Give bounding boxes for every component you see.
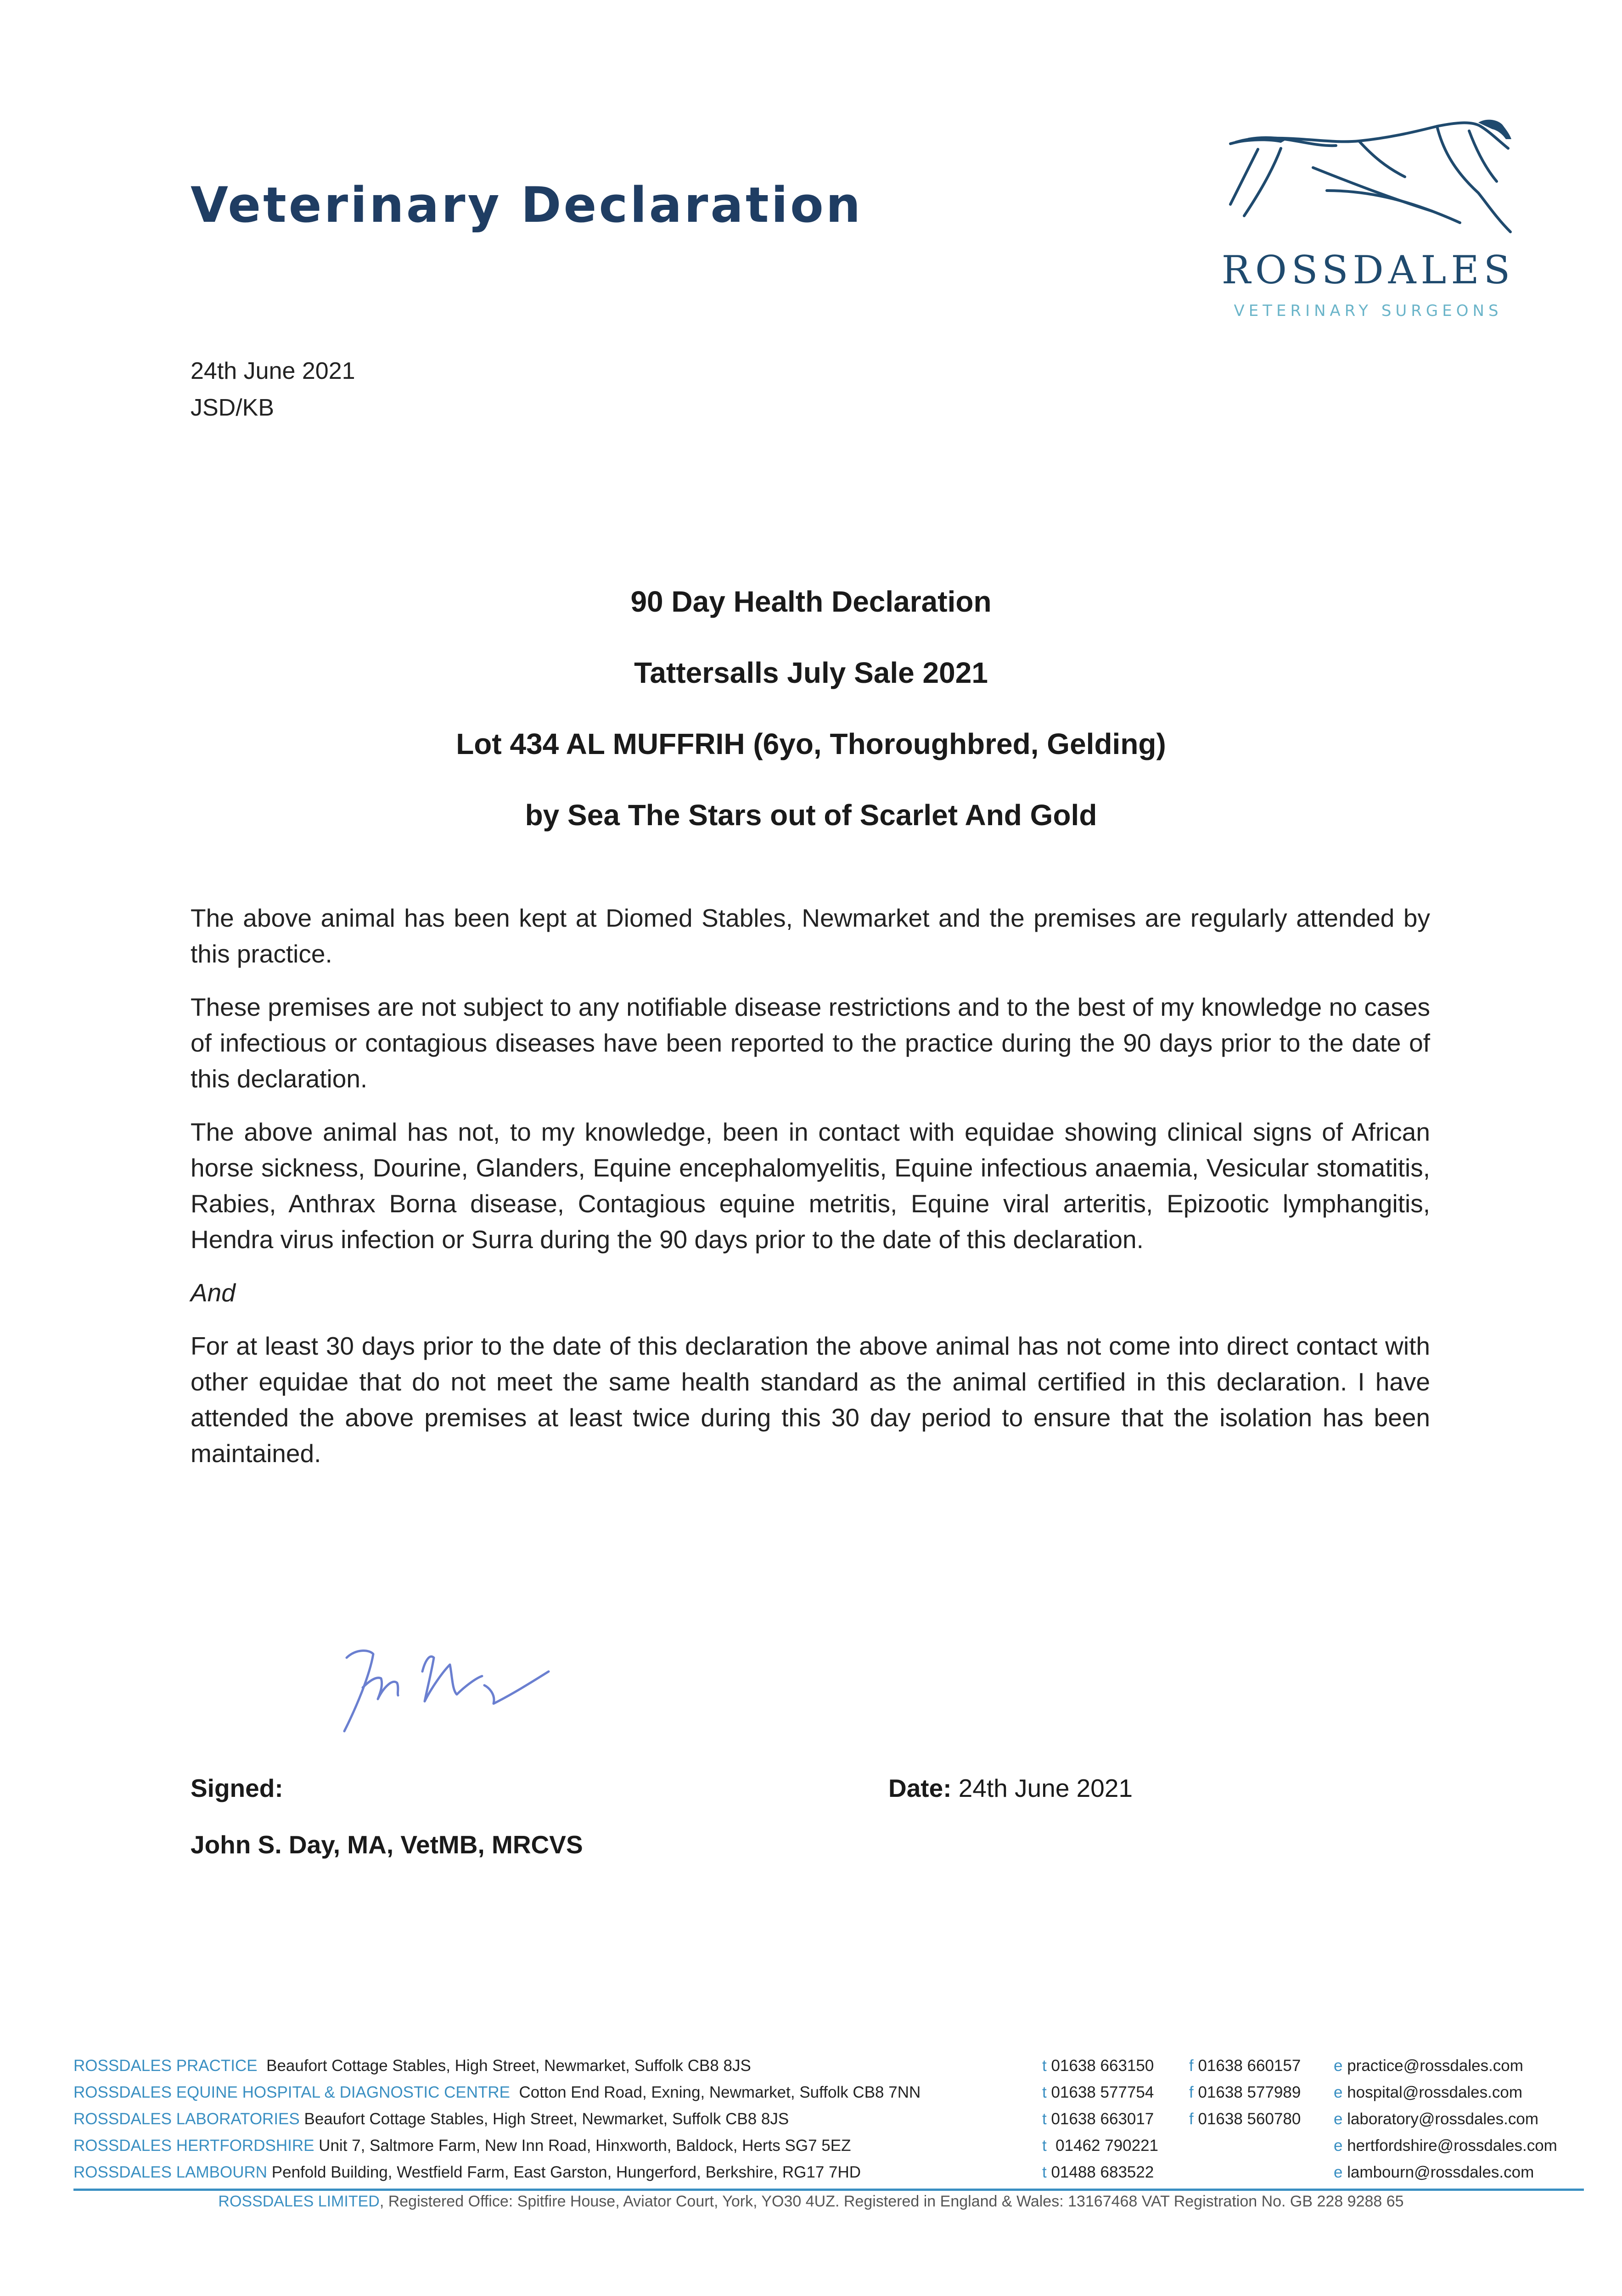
page-title: Veterinary Declaration bbox=[191, 177, 863, 233]
footer-email[interactable]: practice@rossdales.com bbox=[1342, 2057, 1523, 2075]
footer-row: ROSSDALES LABORATORIES Beaufort Cottage Stables, High Street, Newmarket, Suffolk CB8 8JS t 01638 663017 f 01638 560780 e laboratory@rossdales.com bbox=[73, 2110, 1538, 2128]
footer-phone: 01462 790221 bbox=[1046, 2137, 1159, 2155]
footer-branch-name: ROSSDALES LAMBOURN bbox=[73, 2163, 268, 2181]
footer-email[interactable]: laboratory@rossdales.com bbox=[1342, 2110, 1538, 2128]
footer-contacts bbox=[73, 2053, 1584, 2186]
footer-registration bbox=[0, 2193, 1622, 2211]
footer-address: Beaufort Cottage Stables, High Street, Newmarket, Suffolk CB8 8JS bbox=[257, 2057, 751, 2075]
horse-logo-icon bbox=[1221, 113, 1515, 250]
paragraph-and: And bbox=[191, 1278, 236, 1307]
footer-fax: 01638 560780 bbox=[1193, 2110, 1301, 2128]
footer-row: ROSSDALES EQUINE HOSPITAL & DIAGNOSTIC CENTRE Cotton End Road, Exning, Newmarket, Suffolk CB8 7NN t 01638 577754 f 01638 577989 e hospital@rossdales.com bbox=[73, 2083, 1522, 2101]
footer-row: ROSSDALES PRACTICE Beaufort Cottage Stables, High Street, Newmarket, Suffolk CB8 8JS t 01638 663150 f 01638 660157 e practice@rossdales.com bbox=[73, 2057, 1523, 2075]
paragraph-premises: The above animal has been kept at Diomed Stables, Newmarket and the premises are regularly attended by this practice. bbox=[191, 904, 1430, 968]
heading-sale: Tattersalls July Sale 2021 bbox=[634, 656, 988, 689]
date-value: 24th June 2021 bbox=[951, 1774, 1133, 1802]
footer-phone: 01638 577754 bbox=[1046, 2083, 1154, 2101]
footer-divider bbox=[73, 2189, 1584, 2191]
declaration-body bbox=[191, 900, 1430, 1489]
footer-row: ROSSDALES HERTFORDSHIRE Unit 7, Saltmore Farm, New Inn Road, Hinxworth, Baldock, Herts SG7 5EZ t 01462 790221 e hertfordshire@rossdales.com bbox=[73, 2137, 1557, 2155]
signed-label: Signed: bbox=[191, 1774, 283, 1802]
paragraph-contact: The above animal has not, to my knowledge, been in contact with equidae showing clinical signs of African horse sickness, Dourine, Glanders, Equine encephalomyelitis, Equine infectious anaemia, Vesicular stomatitis, Rabies, Anthrax Borna disease, Contagious equine metritis, Equine viral arteritis, Epizootic lymphangitis, Hendra virus infection or Surra during the 90 days prior to the date of this declaration. bbox=[191, 1118, 1430, 1254]
footer-fax: 01638 660157 bbox=[1193, 2057, 1301, 2075]
signatory-name: John S. Day, MA, VetMB, MRCVS bbox=[191, 1830, 583, 1859]
footer-fax: 01638 577989 bbox=[1193, 2083, 1301, 2101]
footer-address: Penfold Building, Westfield Farm, East Garston, Hungerford, Berkshire, RG17 7HD bbox=[267, 2163, 861, 2181]
registration-details: , Registered Office: Spitfire House, Aviator Court, York, YO30 4UZ. Registered in England & Wales: 13167468 VAT Registration No. GB 228 9288 65 bbox=[379, 2193, 1404, 2210]
logo-wordmark: ROSSDALES bbox=[1221, 248, 1515, 293]
signoff-date bbox=[888, 1773, 1133, 1803]
heading-declaration-type: 90 Day Health Declaration bbox=[630, 585, 992, 618]
footer-email[interactable]: lambourn@rossdales.com bbox=[1342, 2163, 1534, 2181]
footer-row: ROSSDALES LAMBOURN Penfold Building, Westfield Farm, East Garston, Hungerford, Berkshire, RG17 7HD t 01488 683522 e lambourn@rossdales.com bbox=[73, 2163, 1534, 2181]
footer-branch-name: ROSSDALES HERTFORDSHIRE bbox=[73, 2137, 314, 2155]
heading-lot: Lot 434 AL MUFFRIH (6yo, Thoroughbred, Gelding) bbox=[456, 727, 1166, 760]
rossdales-logo bbox=[1221, 113, 1515, 320]
date-label: Date: bbox=[888, 1774, 952, 1802]
footer-branch-name: ROSSDALES LABORATORIES bbox=[73, 2110, 300, 2128]
footer-address: Unit 7, Saltmore Farm, New Inn Road, Hinxworth, Baldock, Herts SG7 5EZ bbox=[314, 2137, 851, 2155]
footer-phone: 01638 663150 bbox=[1046, 2057, 1154, 2075]
signature-graphic bbox=[337, 1644, 558, 1740]
footer-address: Cotton End Road, Exning, Newmarket, Suffolk CB8 7NN bbox=[510, 2083, 921, 2101]
company-name: ROSSDALES LIMITED bbox=[218, 2193, 380, 2210]
heading-pedigree: by Sea The Stars out of Scarlet And Gold bbox=[525, 799, 1097, 832]
footer-phone: 01638 663017 bbox=[1046, 2110, 1154, 2128]
footer-branch-name: ROSSDALES EQUINE HOSPITAL & DIAGNOSTIC CENTRE bbox=[73, 2083, 511, 2101]
footer-email[interactable]: hertfordshire@rossdales.com bbox=[1342, 2137, 1557, 2155]
paragraph-restrictions: These premises are not subject to any notifiable disease restrictions and to the best of my knowledge no cases of infectious or contagious diseases have been reported to the practice during the 90 days prior to the date of this declaration. bbox=[191, 993, 1430, 1093]
paragraph-isolation: For at least 30 days prior to the date of this declaration the above animal has not come into direct contact with other equidae that do not meet the same health standard as the animal certified in this declaration. I have attended the above premises at least twice during this 30 day period to ensure that the isolation has been maintained. bbox=[191, 1332, 1430, 1468]
footer-branch-name: ROSSDALES PRACTICE bbox=[73, 2057, 258, 2075]
footer-phone: 01488 683522 bbox=[1046, 2163, 1154, 2181]
declaration-headings bbox=[0, 576, 1622, 861]
letter-reference: JSD/KB bbox=[191, 394, 275, 421]
footer-address: Beaufort Cottage Stables, High Street, Newmarket, Suffolk CB8 8JS bbox=[299, 2110, 789, 2128]
footer-email[interactable]: hospital@rossdales.com bbox=[1342, 2083, 1522, 2101]
logo-tagline: VETERINARY SURGEONS bbox=[1234, 302, 1503, 320]
letter-date: 24th June 2021 bbox=[191, 358, 355, 384]
letter-meta bbox=[191, 353, 355, 426]
